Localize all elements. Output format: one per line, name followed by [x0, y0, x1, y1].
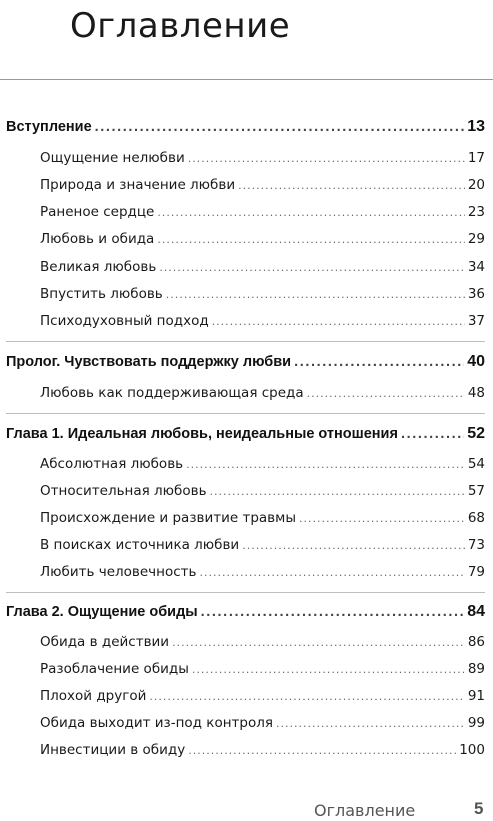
dot-leader: [188, 152, 465, 165]
item-page-number: 48: [467, 385, 485, 401]
running-footer-title: Оглавление: [314, 801, 416, 820]
page-number: 5: [474, 799, 484, 818]
item-title: Любовь как поддерживающая среда: [40, 385, 304, 401]
toc-chapter-prologue[interactable]: [6, 353, 485, 371]
item-page-number: 23: [467, 204, 485, 220]
item-title: Плохой другой: [40, 688, 147, 704]
page-title: Оглавление: [70, 6, 291, 46]
toc-item[interactable]: [40, 742, 485, 758]
toc-item[interactable]: [40, 385, 485, 401]
dot-leader: [201, 604, 465, 620]
title-divider: [0, 79, 493, 80]
toc-item[interactable]: [40, 231, 485, 247]
item-page-number: 68: [467, 510, 485, 526]
dot-leader: [238, 179, 465, 192]
dot-leader: [149, 690, 464, 703]
item-title: Инвестиции в обиду: [40, 742, 186, 758]
section-divider: [6, 413, 485, 414]
dot-leader: [172, 636, 465, 649]
toc-item[interactable]: [40, 715, 485, 731]
item-title: Великая любовь: [40, 259, 157, 275]
chapter-title: Пролог. Чувствовать поддержку любви: [6, 354, 292, 370]
toc-item[interactable]: [40, 259, 485, 275]
chapter-page-number: 40: [467, 353, 485, 370]
toc-item[interactable]: [40, 510, 485, 526]
chapter-page-number: 84: [467, 603, 485, 620]
item-page-number: 20: [467, 177, 485, 193]
item-title: Впустить любовь: [40, 286, 163, 302]
toc-item[interactable]: [40, 313, 485, 329]
item-page-number: 99: [467, 715, 485, 731]
dot-leader: [212, 315, 465, 328]
toc-chapter-introduction[interactable]: [6, 118, 485, 136]
item-title: Ощущение нелюбви: [40, 150, 185, 166]
item-page-number: 29: [467, 231, 485, 247]
dot-leader: [159, 261, 465, 274]
dot-leader: [157, 206, 464, 219]
item-title: Любить человечность: [40, 564, 197, 580]
dot-leader: [299, 512, 465, 525]
dot-leader: [242, 539, 465, 552]
dot-leader: [294, 354, 464, 370]
toc-item[interactable]: [40, 661, 485, 677]
item-title: Психодуховный подход: [40, 313, 209, 329]
toc-item[interactable]: [40, 177, 485, 193]
item-title: Происхождение и развитие травмы: [40, 510, 296, 526]
toc-item[interactable]: [40, 456, 485, 472]
item-page-number: 36: [467, 286, 485, 302]
chapter-title: Глава 2. Ощущение обиды: [6, 604, 198, 620]
item-page-number: 79: [467, 564, 485, 580]
item-title: Природа и значение любви: [40, 177, 236, 193]
dot-leader: [166, 288, 465, 301]
dot-leader: [210, 485, 465, 498]
item-page-number: 100: [459, 742, 485, 758]
dot-leader: [192, 663, 465, 676]
chapter-title: Глава 1. Идеальная любовь, неидеальные отношения: [6, 426, 398, 442]
toc-item[interactable]: [40, 688, 485, 704]
item-page-number: 54: [467, 456, 485, 472]
item-page-number: 91: [467, 688, 485, 704]
dot-leader: [401, 426, 464, 442]
item-page-number: 73: [467, 537, 485, 553]
item-page-number: 89: [467, 661, 485, 677]
toc-chapter-2[interactable]: [6, 603, 485, 621]
item-page-number: 57: [467, 483, 485, 499]
item-page-number: 17: [467, 150, 485, 166]
item-title: В поисках источника любви: [40, 537, 240, 553]
toc-item[interactable]: [40, 564, 485, 580]
item-title: Абсолютная любовь: [40, 456, 184, 472]
item-page-number: 34: [467, 259, 485, 275]
chapter-page-number: 13: [467, 118, 485, 135]
dot-leader: [276, 717, 465, 730]
item-title: Относительная любовь: [40, 483, 207, 499]
toc-item[interactable]: [40, 150, 485, 166]
item-title: Обида в действии: [40, 634, 170, 650]
dot-leader: [199, 566, 464, 579]
item-title: Обида выходит из-под контроля: [40, 715, 273, 731]
dot-leader: [157, 233, 464, 246]
item-page-number: 86: [467, 634, 485, 650]
toc-chapter-1[interactable]: [6, 425, 485, 443]
toc-item[interactable]: [40, 634, 485, 650]
item-page-number: 37: [467, 313, 485, 329]
item-title: Разоблачение обиды: [40, 661, 189, 677]
dot-leader: [186, 458, 465, 471]
chapter-title: Вступление: [6, 119, 92, 135]
toc-item[interactable]: [40, 204, 485, 220]
section-divider: [6, 592, 485, 593]
toc-item[interactable]: [40, 286, 485, 302]
item-title: Раненое сердце: [40, 204, 155, 220]
chapter-page-number: 52: [467, 425, 485, 442]
dot-leader: [188, 744, 456, 757]
section-divider: [6, 341, 485, 342]
toc-item[interactable]: [40, 537, 485, 553]
item-title: Любовь и обида: [40, 231, 155, 247]
dot-leader: [307, 387, 465, 400]
dot-leader: [95, 119, 465, 135]
toc-item[interactable]: [40, 483, 485, 499]
